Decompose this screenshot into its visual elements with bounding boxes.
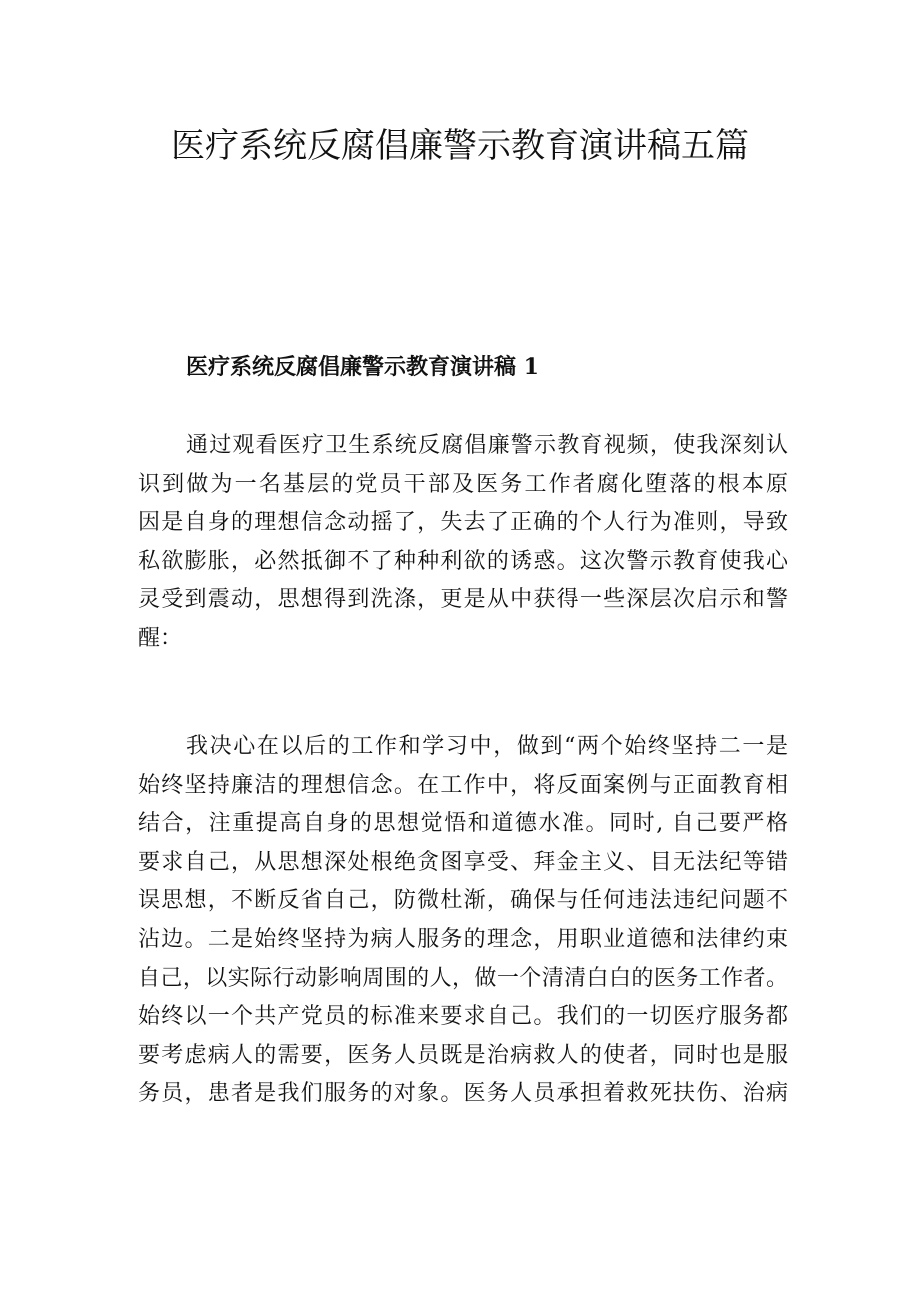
paragraph-line: 我决心在以后的工作和学习中，做到“两个始终坚持二一是 xyxy=(186,734,788,759)
document-title: 医疗系统反腐倡廉警示教育演讲稿五篇 xyxy=(171,126,749,166)
paragraph-line: 通过观看医疗卫生系统反腐倡廉警示教育视频，使我深刻认 xyxy=(186,433,788,458)
paragraph-line: 因是自身的理想信念动摇了，失去了正确的个人行为准则，导致 xyxy=(138,510,788,536)
paragraph-2 xyxy=(138,728,788,1114)
paragraph-line: 识到做为一名基层的党员干部及医务工作者腐化堕落的根本原 xyxy=(138,471,788,497)
paragraph-line: 沾边。二是始终坚持为病人服务的理念，用职业道德和法律约束 xyxy=(138,926,788,952)
paragraph-line: 要求自己，从思想深处根绝贪图享受、拜金主义、目无法纪等错 xyxy=(138,849,788,875)
paragraph-line: 误思想，不断反省自己，防微杜渐，确保与任何违法违纪问题不 xyxy=(138,888,788,914)
section-heading: 医疗系统反腐倡廉警示教育演讲稿 1 xyxy=(186,354,539,380)
paragraph-line: 私欲膨胀，必然抵御不了种种利欲的诱惑。这次警示教育使我心 xyxy=(138,548,788,574)
paragraph-1 xyxy=(138,427,788,659)
paragraph-line: 醒： xyxy=(138,625,183,651)
paragraph-line: 自己，以实际行动影响周围的人，做一个清清白白的医务工作者。 xyxy=(138,965,788,991)
paragraph-line: 结合，注重提高自身的思想觉悟和道德水准。同时, 自己要严格 xyxy=(138,811,788,837)
paragraph-line: 灵受到震动，思想得到洗涤，更是从中获得一些深层次启示和警 xyxy=(138,587,788,613)
paragraph-line: 始终坚持廉洁的理想信念。在工作中，将反面案例与正面教育相 xyxy=(138,772,788,798)
paragraph-line: 务员，患者是我们服务的对象。医务人员承担着救死扶伤、治病 xyxy=(138,1081,788,1107)
paragraph-line: 要考虑病人的需要，医务人员既是治病救人的使者，同时也是服 xyxy=(138,1042,788,1068)
paragraph-line: 始终以一个共产党员的标准来要求自己。我们的一切医疗服务都 xyxy=(138,1004,788,1030)
